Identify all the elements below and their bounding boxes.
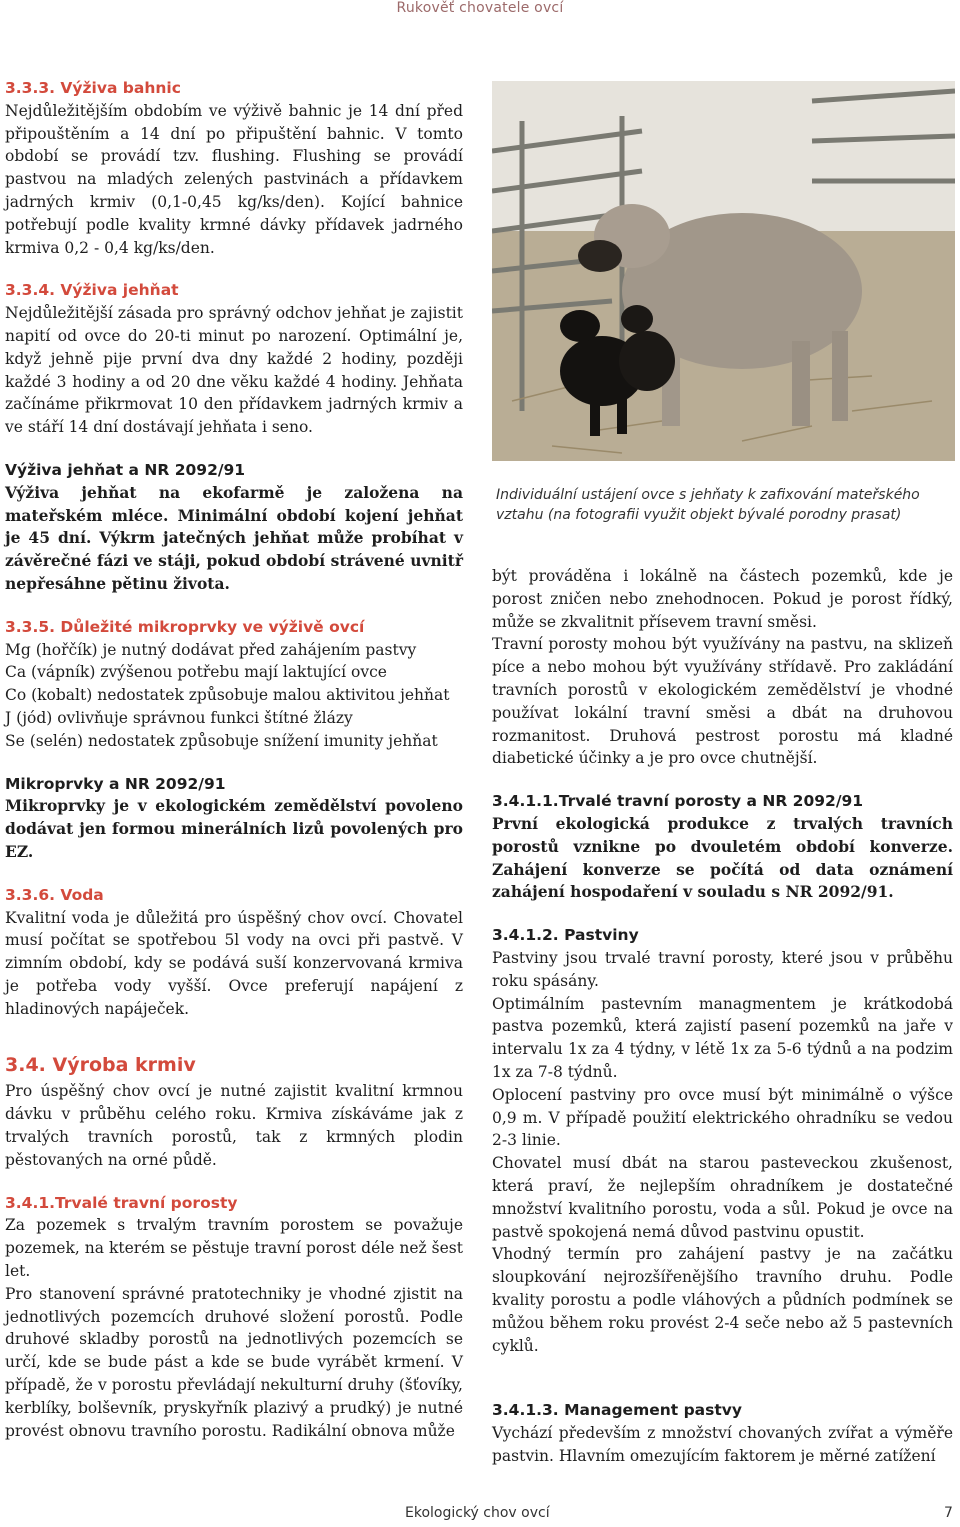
section-text: Chovatel musí dbát na starou pasteveckou zkušenost, která praví, že nejlepším ohradníkem je dostatečné množství kvalitního porostu, voda a sůl. Pokud je ovce na pastvě spokojená nemá důvod pastvinu opustit.: [492, 1154, 953, 1241]
section-3-4-1-2: [492, 924, 953, 1357]
section-text: Kvalitní voda je důležitá pro úspěšný chov ovcí. Chovatel musí počítat se spotřebou 5l vody na ovci při pastvě. V zimním období, kdy se podává suší konzervovaná krmiva je potřeba vody vyšší. Ovce preferují napájení z hladinových napáječek.: [5, 908, 463, 1018]
section-heading: Výživa jehňat a NR 2092/91: [5, 460, 246, 479]
section-text: Nejdůležitější zásada pro správný odchov jehňat je zajistit napití od ovce do 20-ti minut po narození. Optimální je, když jehně pije první dva dny každé 2 hodiny, později každé 3 hodiny a od 20 dne věku každé 4 hodiny. Jehňata začínáme přikrmovat 10 den přídavkem jadrných krmiv a ve stáří 14 dní dostávají jehňata i seno.: [5, 304, 463, 437]
left-column: [5, 77, 463, 1462]
chapter-heading: 3.4. Výroba krmiv: [5, 1054, 196, 1077]
section-text: Za pozemek s trvalým travním porostem se považuje pozemek, na kterém se pěstuje travní porost déle než šest let.: [5, 1216, 463, 1281]
section-text: být prováděna i lokálně na částech pozemků, kde je porost zničen nebo znehodnocen. Pokud je porost řídký, může se zkvalitnit přísevem travní směsi.: [492, 567, 953, 631]
section-text: Mikroprvky je v ekologickém zemědělství povoleno dodávat jen formou minerálních lizů povolených pro EZ.: [5, 796, 463, 861]
section-text: Pastviny jsou trvalé travní porosty, které jsou v průběhu roku spásány.: [492, 948, 953, 990]
section-3-3-6: [5, 884, 463, 1021]
section-heading: 3.4.1.2. Pastviny: [492, 926, 639, 945]
section-heading: 3.3.6. Voda: [5, 885, 104, 904]
section-heading: Mikroprvky a NR 2092/91: [5, 774, 226, 793]
section-3-4: [5, 1052, 463, 1171]
section-text: Pro stanovení správné pratotechniky je vhodné zjistit na jednotlivých pozemcích druhové složení porostů. Podle druhové skladby porostů na jednotlivých pozemcích se určí, kde se bude pást a kde se bude vyrábět krmení. V případě, že v porostu převládají nekulturní druhy (šťovíky, kerblíky, bolševník, pryskyřník plazivý a prudký) je nutné provést obnovu travního porostu. Radikální obnova může: [5, 1284, 463, 1440]
running-footer: Ekologický chov ovcí: [405, 1505, 550, 1521]
section-heading: 3.4.1.3. Management pastvy: [492, 1401, 742, 1420]
section-text: První ekologická produkce z trvalých travních porostů vznikne po dvouletém období konverze. Zahájení konverze se počítá od data oznámení zahájení hospodaření v souladu s NR 2092/91.: [492, 813, 953, 902]
micro-line-mg: Mg (hořčík) je nutný dodávat před zahájením pastvy: [5, 640, 417, 659]
micro-line-j: J (jód) ovlivňuje správnou funkci štítné žlázy: [5, 708, 353, 727]
micro-line-co: Co (kobalt) nedostatek způsobuje malou aktivitou jehňat: [5, 686, 450, 705]
section-text: Vhodný termín pro zahájení pastvy je na začátku sloupkování nejrozšířenějšího travního druhu. Podle kvality porostu a podle vláhových a půdních podmínek se můžou během roku provést 2-4 seče nebo až 5 pastevních cyklů.: [492, 1245, 953, 1355]
section-text: Optimálním pastevním managmentem je krátkodobá pastva pozemků, která zajistí pasení pozemků na jaře v intervalu 1x za 4 týdny, v létě 1x za 5-6 týdnů a na podzim 1x za 7-8 týdnů.: [492, 994, 953, 1081]
photo-caption: Individuální ustájení ovce s jehňaty k zafixování mateřského vztahu (na fotografii využit objekt bývalé porodny prasat): [496, 487, 920, 523]
micro-line-ca: Ca (vápník) zvýšenou potřebu mají laktující ovce: [5, 663, 387, 682]
section-heading: 3.4.1.1.Trvalé travní porosty a NR 2092/91: [492, 792, 864, 811]
section-3-3-3: [5, 77, 463, 259]
section-heading: 3.3.5. Důležité mikroprvky ve výživě ovcí: [5, 617, 365, 636]
section-text: Pro úspěšný chov ovcí je nutné zajistit kvalitní krmnou dávku v průběhu celého roku. Krmiva získáváme jak z trvalých travních porostů, tak z krmných plodin pěstovaných na orné půdě.: [5, 1082, 463, 1169]
page-number: 7: [944, 1505, 953, 1521]
section-text: Nejdůležitějším obdobím ve výživě bahnic je 14 dní před připouštěním a 14 dní po připuštění bahnic. V tomto období se provádí tzv. flushing. Flushing se provádí pastvou na mladých zelených pastvinách a přídavkem jadrných krmiv (0,1-0,45 kg/ks/den). Kojící bahnice potřebují podle kvality krmné dávky přídavek jadrného krmiva 0,2 - 0,4 kg/ks/den.: [5, 101, 463, 257]
section-3-4-1-1: [492, 790, 953, 904]
section-heading: 3.3.4. Výživa jehňat: [5, 281, 179, 300]
section-3-3-5: [5, 616, 463, 753]
section-nr-mikro: [5, 773, 463, 864]
section-text: Oplocení pastviny pro ovce musí být minimálně o výšce 0,9 m. V případě použití elektrického ohradníku se vedou 2-3 linie.: [492, 1085, 953, 1150]
section-heading: 3.3.3. Výživa bahnic: [5, 79, 181, 97]
sheep-photo: [492, 81, 955, 461]
section-text: Výživa jehňat na ekofarmě je založena na mateřském mléce. Minimální období kojení jehňat je 45 dní. Výkrm jatečných jehňat může probíhat v závěrečné fázi ve stáji, pokud období strávené uvnitř nepřesáhne pětinu života.: [5, 482, 463, 593]
section-3-3-4: [5, 279, 463, 439]
section-continuation: [492, 565, 953, 770]
section-3-4-1: [5, 1192, 463, 1443]
section-nr-jehnata: [5, 459, 463, 596]
section-3-4-1-3: [492, 1399, 953, 1467]
micro-line-se: Se (selén) nedostatek způsobuje snížení imunity jehňat: [5, 731, 438, 750]
section-text: Travní porosty mohou být využívány na pastvu, na sklizeň píce a nebo mohou být využívány střídavě. Pro zakládání travních porostů v ekologickém zemědělství je vhodné používat lokální travní směsi a dbát na druhovou rozmanitost. Druhová pestrost porostu má kladné diabetické účinky a je pro ovce chutnější.: [492, 635, 953, 768]
right-column: [492, 565, 953, 1488]
section-text: Vychází především z množství chovaných zvířat a výměře pastvin. Hlavním omezujícím faktorem je měrné zatížení: [492, 1424, 953, 1465]
section-heading: 3.4.1.Trvalé travní porosty: [5, 1193, 238, 1212]
running-header: Rukověť chovatele ovcí: [396, 0, 564, 16]
